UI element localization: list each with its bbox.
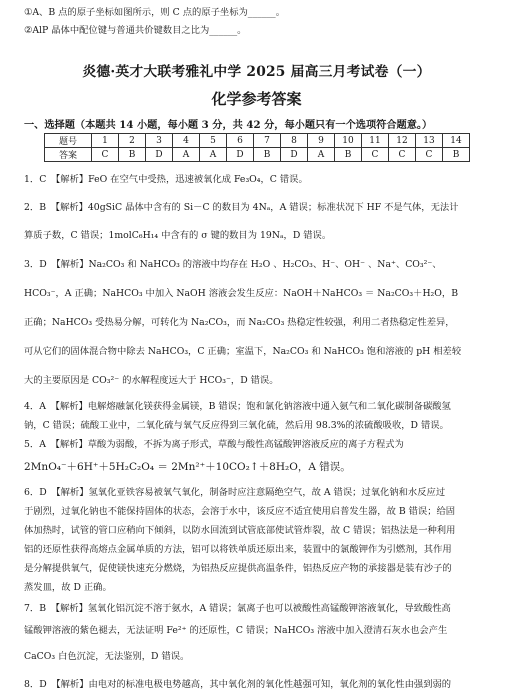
table-cell: B	[443, 148, 470, 162]
table-cell: 1	[92, 134, 119, 148]
table-cell: 8	[281, 134, 308, 148]
explanation-line: 于剧烈，过氧化钠也不能保持固体的状态，会溶于水中，该反应不适宜使用启普发生器，故 B 错误；给固	[24, 506, 456, 517]
answer-subtitle: 化学参考答案	[211, 90, 302, 108]
explanation-line: HCO₃⁻，A 正确；NaHCO₃ 中加入 NaOH 溶液会发生反应：NaOH＋NaHCO₃ ＝ Na₂CO₃＋H₂O，B	[24, 288, 459, 299]
table-cell: A	[173, 148, 200, 162]
table-cell: B	[335, 148, 362, 162]
explanation-line: 3．D 【解析】Na₂CO₃ 和 NaHCO₃ 的溶液中均存在 H₂O 、H₂CO₃、H⁻、OH⁻ 、Na⁺、CO₃²⁻、	[24, 259, 442, 270]
ionic-equation: 2MnO₄⁻＋6H⁺＋5H₂C₂O₄ ＝ 2Mn²⁺＋10CO₂↑＋8H₂O，A 错误。	[24, 461, 351, 473]
explanation-line: 是分解提供氧气，促使镁快速充分燃烧，为铝热反应提供高温条件，铝热反应产物的承接器是装有沙子的	[24, 563, 452, 574]
table-cell: D	[146, 148, 173, 162]
table-cell: 9	[308, 134, 335, 148]
section-heading: 一、选择题（本题共 14 小题，每小题 3 分，共 42 分，每小题只有一个选项符合题意。）	[24, 119, 433, 131]
question-line-2: ②AlP 晶体中配位键与普通共价键数目之比为______。	[24, 25, 247, 36]
table-cell: 6	[227, 134, 254, 148]
answer-table	[44, 133, 470, 162]
explanation-line: 7．B 【解析】氢氧化铝沉淀不溶于氨水，A 错误；氯离子也可以被酸性高锰酸钾溶液氧化，导致酸性高	[24, 603, 451, 614]
table-cell: 12	[389, 134, 416, 148]
table-cell: C	[416, 148, 443, 162]
table-cell: B	[254, 148, 281, 162]
question-line-1: ①A、B 点的原子坐标如图所示，则 C 点的原子坐标为______。	[24, 7, 285, 18]
explanation-line: 蒸发皿，故 D 正确。	[24, 582, 112, 593]
explanation-line: CaCO₃ 白色沉淀，无法鉴别，D 错误。	[24, 651, 190, 662]
table-cell: 2	[119, 134, 146, 148]
table-cell: A	[308, 148, 335, 162]
table-cell: 3	[146, 134, 173, 148]
table-row-answers	[45, 148, 470, 162]
table-cell: C	[92, 148, 119, 162]
table-cell: 13	[416, 134, 443, 148]
table-cell: C	[362, 148, 389, 162]
table-row-numbers	[45, 134, 470, 148]
explanation-line: 4．A 【解析】电解熔融氯化镁获得金属镁，B 错误；饱和氯化钠溶液中通入氨气和二氧化碳制备碳酸氢	[24, 401, 451, 412]
table-cell: D	[227, 148, 254, 162]
table-cell: 4	[173, 134, 200, 148]
explanation-line: 可从它们的固体混合物中除去 NaHCO₃，C 正确；室温下，Na₂CO₃ 和 NaHCO₃ 饱和溶液的 pH 相差较	[24, 346, 462, 357]
table-header-number: 题号	[45, 134, 92, 148]
explanation-line: 正确；NaHCO₃ 受热易分解，可转化为 Na₂CO₃，而 Na₂CO₃ 热稳定性较强，利用二者热稳定性差异，	[24, 317, 455, 328]
table-header-answer: 答案	[45, 148, 92, 162]
table-cell: D	[281, 148, 308, 162]
table-cell: A	[200, 148, 227, 162]
table-cell: C	[389, 148, 416, 162]
explanation-line: 6．D 【解析】氢氧化亚铁容易被氧气氧化，制备时应注意隔绝空气，故 A 错误；过氧化钠和水反应过	[24, 487, 446, 498]
explanation-line: 钠，C 错误；硫酸工业中，二氧化硫与氧气反应得到三氧化硫，然后用 98.3%的浓硫酸吸收，D 错误。	[24, 420, 449, 431]
explanation-line: 体加热时，试管的管口应稍向下倾斜，以防水回流到试管底部使试管炸裂，故 C 错误；铝热法是一种利用	[24, 525, 456, 536]
explanation-line: 算质子数，C 错误；1molC₆H₁₄ 中含有的 σ 键的数目为 19Nₐ，D 错误。	[24, 230, 332, 241]
table-cell: 10	[335, 134, 362, 148]
explanation-line: 2．B 【解析】40gSiC 晶体中含有的 Si－C 的数目为 4Nₐ，A 错误；标准状况下 HF 不是气体，无法计	[24, 202, 459, 213]
table-cell: 14	[443, 134, 470, 148]
explanation-line: 锰酸钾溶液的紫色褪去，无法证明 Fe²⁺ 的还原性，C 错误；NaHCO₃ 溶液中加入澄清石灰水也会产生	[24, 625, 448, 636]
table-cell: 11	[362, 134, 389, 148]
table-cell: 5	[200, 134, 227, 148]
table-cell: B	[119, 148, 146, 162]
exam-title: 炎德·英才大联考雅礼中学 2025 届高三月考试卷（一）	[82, 64, 431, 80]
explanation-line: 大的主要原因是 CO₃²⁻ 的水解程度远大于 HCO₃⁻，D 错误。	[24, 375, 279, 386]
table-cell: 7	[254, 134, 281, 148]
explanation-line: 1．C 【解析】FeO 在空气中受热，迅速被氧化成 Fe₃O₄，C 错误。	[24, 174, 308, 185]
explanation-line: 8．D 【解析】由电对的标准电极电势越高，其中氧化剂的氧化性越强可知，氧化剂的氧化性由强到弱的	[24, 679, 452, 690]
explanation-line: 铝的还原性获得高熔点金属单质的方法，铝可以将铁单质还原出来，装置中的氯酸钾作为引燃剂，其作用	[24, 544, 452, 555]
explanation-line: 5．A 【解析】草酸为弱酸，不拆为离子形式，草酸与酸性高锰酸钾溶液反应的离子方程式为	[24, 439, 404, 450]
